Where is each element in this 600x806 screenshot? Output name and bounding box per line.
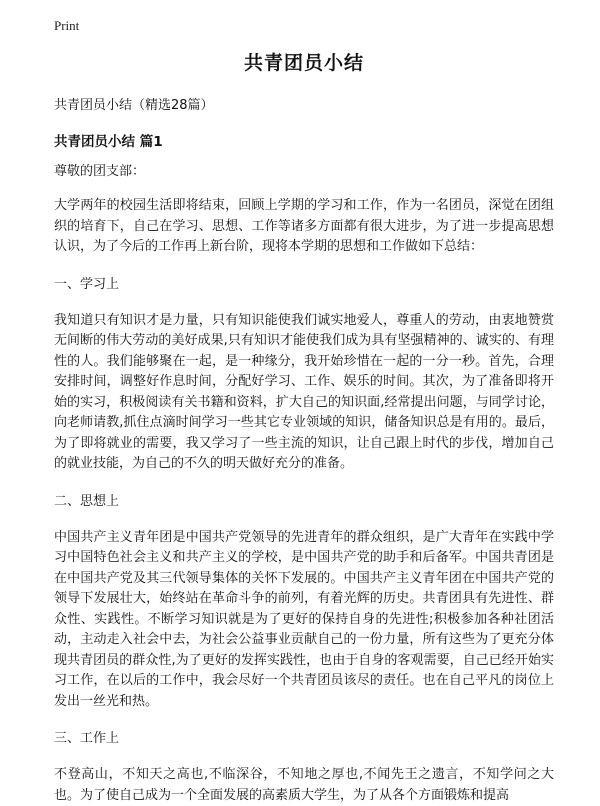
section-title: 共青团员小结 篇1	[54, 134, 163, 150]
intro-paragraph: 大学两年的校园生活即将结束，回顾上学期的学习和工作，作为一名团员，深觉在团组织的培育下，自己在学习、思想、工作等诸多方面都有很大进步，为了进一步提高思想认识，为了今后的工作再上新台阶，现将本学期的思想和工作做如下总结：	[54, 198, 554, 254]
document-page	[54, 50, 554, 806]
paragraph-thought: 中国共产主义青年团是中国共产党领导的先进青年的群众组织，是广大青年在实践中学习中国特色社会主义和共产主义的学校，是中国共产党的助手和后备军。中国共青团是在中国共产党及其三代领导集体的关怀下发展的。中国共产主义青年团在中国共产党的领导下发展壮大，始终站在革命斗争的前列，有着光辉的历史。共青团具有先进性、群众性、实践性。不断学习知识就是为了更好的保持自身的先进性;积极参加各种社团活动，主动走入社会中去，为社会公益事业贡献自己的一份力量，所有这些为了更充分体现共青团员的群众性,为了更好的发挥实践性，也由于自身的客观需要，自己已经开始实习工作，在以后的工作中，我会尽好一个共青团员该尽的责任。也在自己平凡的岗位上发出一丝光和热。	[54, 529, 554, 709]
heading-work: 三、工作上	[54, 731, 120, 746]
document-subtitle: 共青团员小结（精选28篇）	[54, 98, 214, 113]
heading-thought: 二、思想上	[54, 493, 120, 509]
document-title: 共青团员小结	[243, 52, 364, 74]
paragraph-study: 我知道只有知识才是力量，只有知识能使我们诚实地爱人，尊重人的劳动，由衷地赞赏无间断的伟大劳动的美好成果,只有知识才能使我们成为具有坚强精神的、诚实的、有理性的人。我们能够聚在一起，是一种缘分，我开始珍惜在一起的一分一秒。首先，合理安排时间，调整好作息时间，分配好学习、工作、娱乐的时间。其次，为了准备即将开始的实习，积极阅读有关书籍和资料，扩大自己的知识面,经常提出问题，与同学讨论，向老师请教,抓住点滴时间学习一些其它专业领域的知识，储备知识总是有用的。最后，为了即将就业的需要，我又学习了一些主流的知识，让自己跟上时代的步伐，增加自己的就业技能，为自己的不久的明天做好充分的准备。	[54, 312, 554, 471]
paragraph-work: 不登高山，不知天之高也,不临深谷，不知地之厚也,不闻先王之遗言，不知学问之大也。为了使自己成为一个全面发展的高素质大学生，为了从各个方面锻炼和提高	[54, 767, 554, 803]
print-link[interactable]: Print	[54, 18, 80, 33]
greeting: 尊敬的团支部：	[54, 164, 146, 179]
heading-study: 一、学习上	[54, 276, 120, 292]
